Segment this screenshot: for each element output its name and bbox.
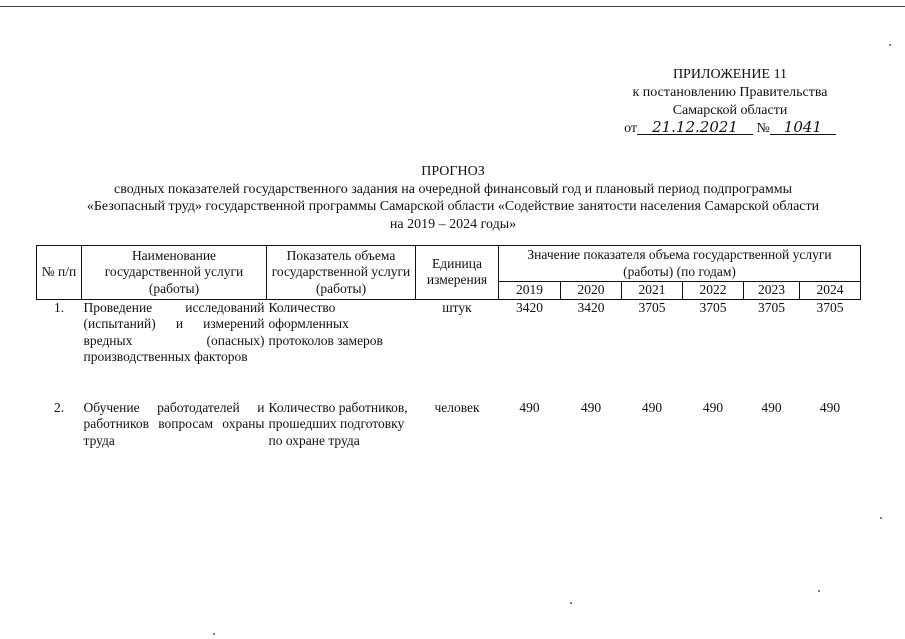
number-label: № — [756, 121, 770, 136]
scan-speck — [889, 44, 891, 46]
header-year: 2021 — [622, 282, 683, 300]
row-value: 490 — [702, 399, 724, 415]
row-service: Проведение исследований (испытаний) и измерений вредных (опасных) производственных факторов — [83, 299, 265, 364]
header-year: 2022 — [683, 282, 744, 300]
row-unit: человек — [434, 399, 480, 415]
appendix-line-3: Самарской области — [672, 103, 788, 118]
table-row — [37, 399, 861, 450]
row-unit: штук — [442, 299, 472, 315]
heading-line-2: «Безопасный труд» государственной программы Самарской области «Содействие занятости населения Самарской области — [86, 199, 820, 214]
row-indicator: Количество оформленных протоколов замеров — [268, 299, 383, 348]
forecast-table — [36, 245, 861, 449]
from-label: от — [624, 121, 638, 136]
row-value: 490 — [519, 399, 540, 415]
row-value: 3420 — [516, 299, 543, 315]
scan-top-edge — [0, 6, 905, 7]
row-value: 490 — [761, 399, 782, 415]
row-num: 2. — [53, 399, 65, 415]
row-value: 3420 — [577, 299, 605, 315]
row-value: 3705 — [699, 299, 727, 315]
row-value: 3705 — [638, 299, 666, 315]
header-indicator: Показатель объема государственной услуги (работы) — [267, 246, 416, 300]
scan-speck — [880, 517, 882, 519]
appendix-line-2: к постановлению Правительства — [632, 85, 828, 100]
scan-speck — [570, 602, 572, 604]
header-num: № п/п — [37, 246, 82, 300]
row-value: 3705 — [816, 299, 844, 315]
heading-title: ПРОГНОЗ — [421, 164, 485, 179]
header-year: 2024 — [800, 282, 861, 300]
row-value: 490 — [580, 399, 602, 415]
document-heading — [40, 163, 866, 233]
row-num: 1. — [53, 299, 65, 315]
appendix-date-line — [600, 120, 860, 138]
scan-speck — [818, 590, 820, 592]
header-year: 2019 — [499, 282, 561, 300]
header-value: Значение показателя объема государственной услуги (работы) (по годам) — [499, 246, 861, 282]
header-year: 2023 — [744, 282, 800, 300]
heading-line-1: сводных показателей государственного задания на очередной финансовый год и плановый период подпрограммы — [114, 181, 792, 197]
appendix-title: ПРИЛОЖЕНИЕ 11 — [672, 67, 788, 82]
row-value: 490 — [819, 399, 841, 415]
row-value: 490 — [641, 399, 663, 415]
handwritten-number: 1041 — [770, 120, 836, 135]
heading-line-3: на 2019 – 2024 годы» — [389, 216, 517, 232]
appendix-block — [600, 66, 860, 138]
row-indicator: Количество работников, прошедших подготовку по охране труда — [268, 399, 408, 448]
table-row — [37, 299, 861, 399]
handwritten-date: 21.12.2021 — [637, 120, 753, 135]
header-unit: Единица измерения — [416, 246, 499, 300]
row-service: Обучение работодателей и работников вопросам охраны труда — [83, 399, 265, 448]
header-year: 2020 — [561, 282, 622, 300]
row-value: 3705 — [758, 299, 785, 315]
scan-speck — [213, 633, 215, 635]
header-service: Наименование государственной услуги (работы) — [82, 246, 267, 300]
